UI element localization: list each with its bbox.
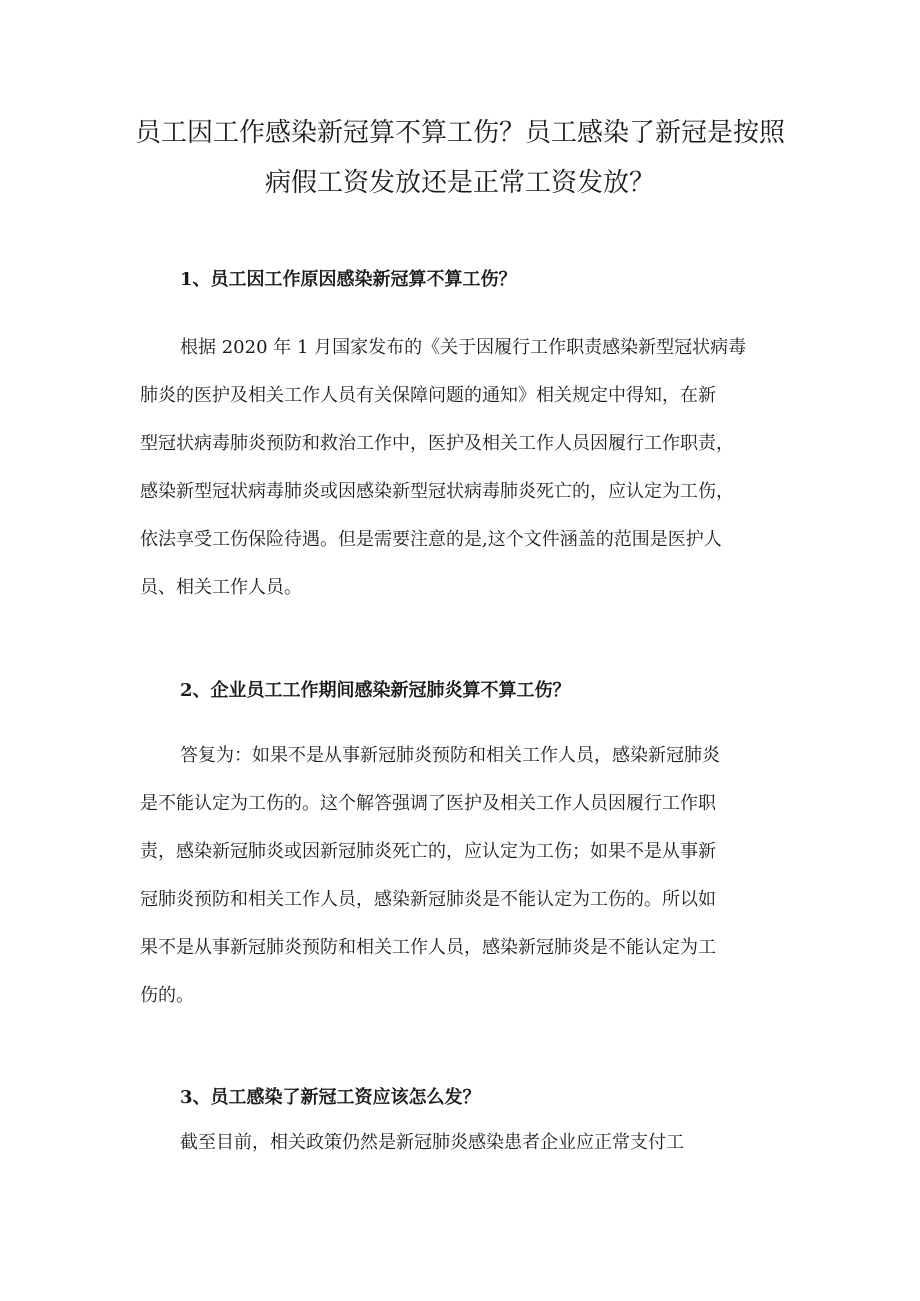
paragraph-line: 员、相关工作人员。 <box>140 577 302 598</box>
paragraph-line: 冠肺炎预防和相关工作人员，感染新冠肺炎是不能认定为工伤的。所以如 <box>140 889 716 910</box>
paragraph-line: 根据 2020 年 1 月国家发布的《关于因履行工作职责感染新型冠状病毒 <box>180 337 747 358</box>
paragraph-line: 答复为：如果不是从事新冠肺炎预防和相关工作人员，感染新冠肺炎 <box>180 745 720 766</box>
paragraph-line: 型冠状病毒肺炎预防和救治工作中，医护及相关工作人员因履行工作职责， <box>140 433 734 454</box>
document-title <box>120 108 800 208</box>
paragraph-line: 肺炎的医护及相关工作人员有关保障问题的通知》相关规定中得知，在新 <box>140 385 716 406</box>
paragraph-line: 感染新型冠状病毒肺炎或因感染新型冠状病毒肺炎死亡的，应认定为工伤， <box>140 481 734 502</box>
paragraph-line: 责，感染新冠肺炎或因新冠肺炎死亡的，应认定为工伤；如果不是从事新 <box>140 841 716 862</box>
section-2-heading: 2、企业员工工作期间感染新冠肺炎算不算工伤？ <box>180 680 571 701</box>
paragraph-line: 是不能认定为工伤的。这个解答强调了医护及相关工作人员因履行工作职 <box>140 793 716 814</box>
paragraph-line: 伤的。 <box>140 985 194 1006</box>
paragraph-line: 截至目前，相关政策仍然是新冠肺炎感染患者企业应正常支付工 <box>180 1132 684 1153</box>
section-1-heading: 1、员工因工作原因感染新冠算不算工伤？ <box>180 269 517 290</box>
title-line-1: 员工因工作感染新冠算不算工伤？员工感染了新冠是按照 <box>134 118 785 148</box>
section-3-heading: 3、员工感染了新冠工资应该怎么发？ <box>180 1087 481 1108</box>
paragraph-line: 依法享受工伤保险待遇。但是需要注意的是,这个文件涵盖的范围是医护人 <box>140 529 722 550</box>
paragraph-line: 果不是从事新冠肺炎预防和相关工作人员，感染新冠肺炎是不能认定为工 <box>140 937 716 958</box>
title-line-2: 病假工资发放还是正常工资发放？ <box>264 168 655 198</box>
